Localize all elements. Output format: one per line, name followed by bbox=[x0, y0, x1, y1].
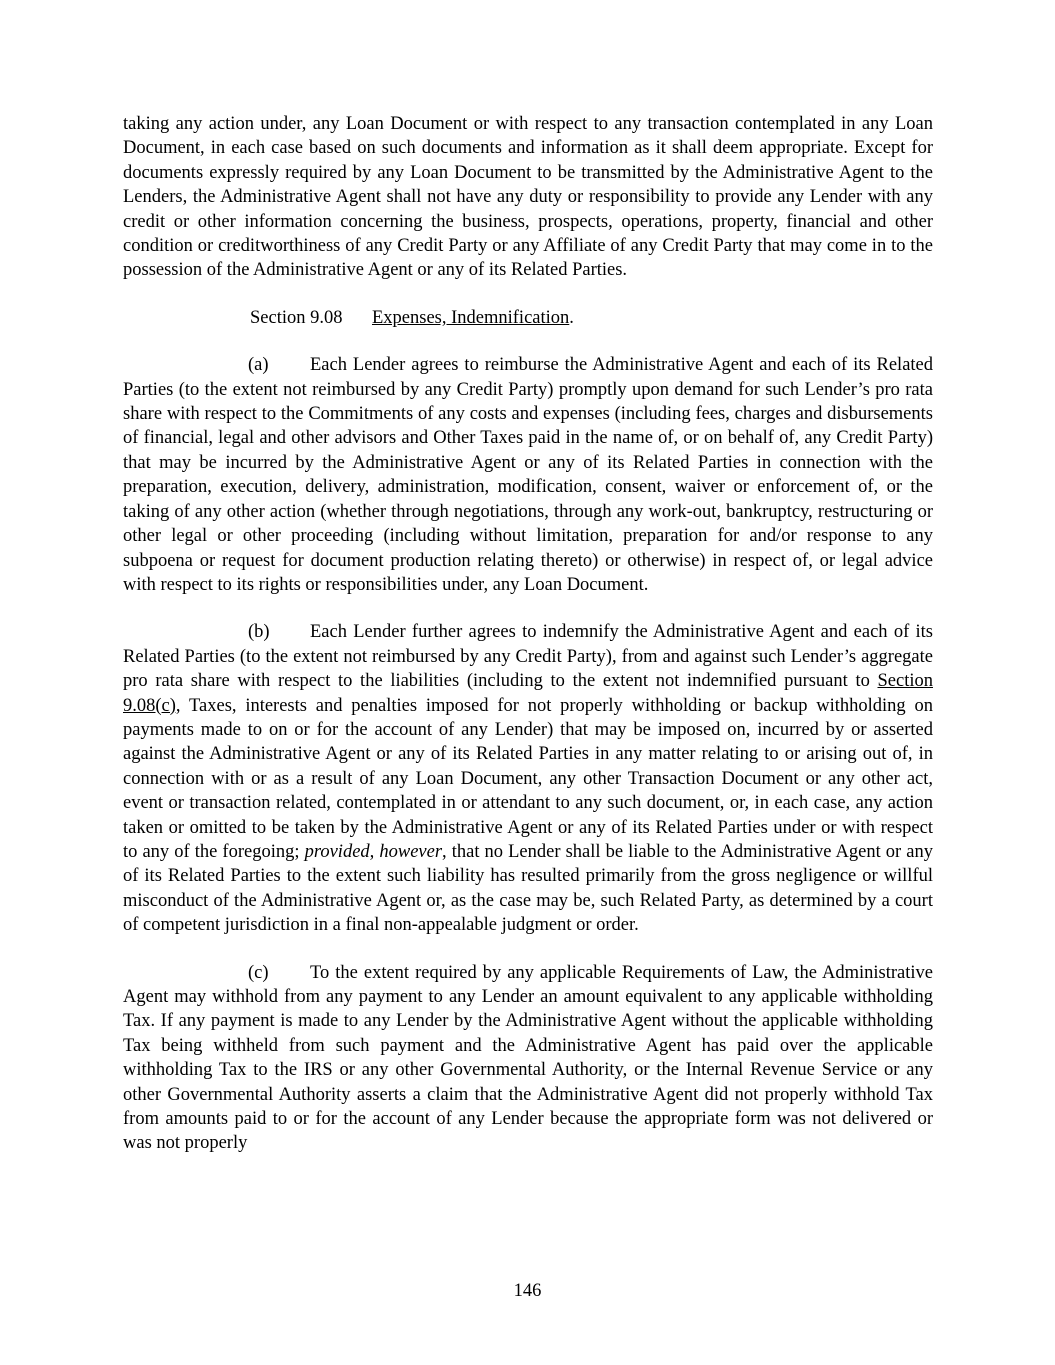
paragraph-b-text-before-ref: Each Lender further agrees to indemnify the Administrative Agent and each of its Related Parties (to the extent not reimbursed by any Credit Party), from and against such Lender’s aggregate pro rata share with respect to the liabilities (including to the extent not indemnified pursuant to bbox=[123, 622, 933, 692]
paragraph-b-text-after-proviso: , that no Lender shall be liable to the Administrative Agent or any of its Related Parties to the extent such liability has resulted primarily from the gross negligence or willful misconduct of the Administrative Agent or, as the case may be, such Related Party, as determined by a court of competent jurisdiction in a final non-appealable judgment or order. bbox=[123, 841, 933, 936]
section-908c-reference: Section 9.08(c) bbox=[123, 671, 933, 716]
section-title-period: . bbox=[569, 307, 574, 328]
paragraph-b-text-after-ref: , Taxes, interests and penalties imposed for not properly withholding or backup withholding on payments made to on or for the account of any Lender) that may be imposed on, incurred by or asserted against the Administrative Agent or any of its Related Parties in any matter relating to or arising out of, in connection with or as a result of any Loan Document, any other Transaction Document or any other act, event or transaction related, contemplated in or attendant to any such document, or, in each case, any action taken or omitted to be taken by the Administrative Agent or any of its Related Parties under or with respect to any of the foregoing; bbox=[123, 695, 933, 862]
paragraph-intro: taking any action under, any Loan Document or with respect to any transaction contemplated in any Loan Document, in each case based on such documents and information as it shall deem appropriate. Except for documents expressly required by any Loan Document to be transmitted by the Administrative Agent to the Lenders, the Administrative Agent shall not have any duty or responsibility to provide any Lender with any credit or other information concerning the business, prospects, operations, property, financial and other condition or creditworthiness of any Credit Party or any Affiliate of any Credit Party that may come in to the possession of the Administrative Agent or any of its Related Parties. bbox=[123, 114, 933, 281]
paragraph-a bbox=[123, 353, 933, 597]
section-number: Section 9.08 bbox=[250, 307, 343, 328]
paragraph-b bbox=[123, 620, 933, 937]
paragraph-a-text: Each Lender agrees to reimburse the Administrative Agent and each of its Related Parties (to the extent not reimbursed by any Credit Party) promptly upon demand for such Lender’s pro rata share with respect to the Commitments of any costs and expenses (including fees, charges and disbursements of financial, legal and other advisors and Other Taxes paid in the name of, or on behalf of, any Credit Party) that may be incurred by the Administrative Agent or any of its Related Parties in connection with the preparation, execution, delivery, administration, modification, consent, waiver or enforcement of, or the taking of any other action (whether through negotiations, through any work-out, bankruptcy, restructuring or other legal or other proceeding (including without limitation, preparation for and/or response to any subpoena or request for document production relating thereto) or otherwise) in respect of, or legal advice with respect to its rights or responsibilities under, any Loan Document. bbox=[123, 355, 933, 595]
paragraph-c-text: To the extent required by any applicable Requirements of Law, the Administrative Agent may withhold from any payment to any Lender an amount equivalent to any applicable withholding Tax. If any payment is made to any Lender by the Administrative Agent without the applicable withholding Tax being withheld from such payment and the Administrative Agent has paid over the applicable withholding Tax to the IRS or any other Governmental Authority, or the Internal Revenue Service or any other Governmental Authority asserts a claim that the Administrative Agent did not properly withhold Tax from amounts paid to or for the account of any Lender because the appropriate form was not delivered or was not properly bbox=[123, 962, 933, 1154]
paragraph-c bbox=[123, 961, 933, 1156]
page-number: 146 bbox=[513, 1281, 542, 1301]
proviso-phrase: provided, however bbox=[304, 841, 443, 862]
list-marker-a: (a) bbox=[248, 355, 269, 376]
list-marker-b: (b) bbox=[248, 622, 270, 643]
list-marker-c: (c) bbox=[248, 962, 269, 983]
section-heading bbox=[123, 306, 933, 330]
section-title: Expenses, Indemnification bbox=[372, 307, 570, 328]
